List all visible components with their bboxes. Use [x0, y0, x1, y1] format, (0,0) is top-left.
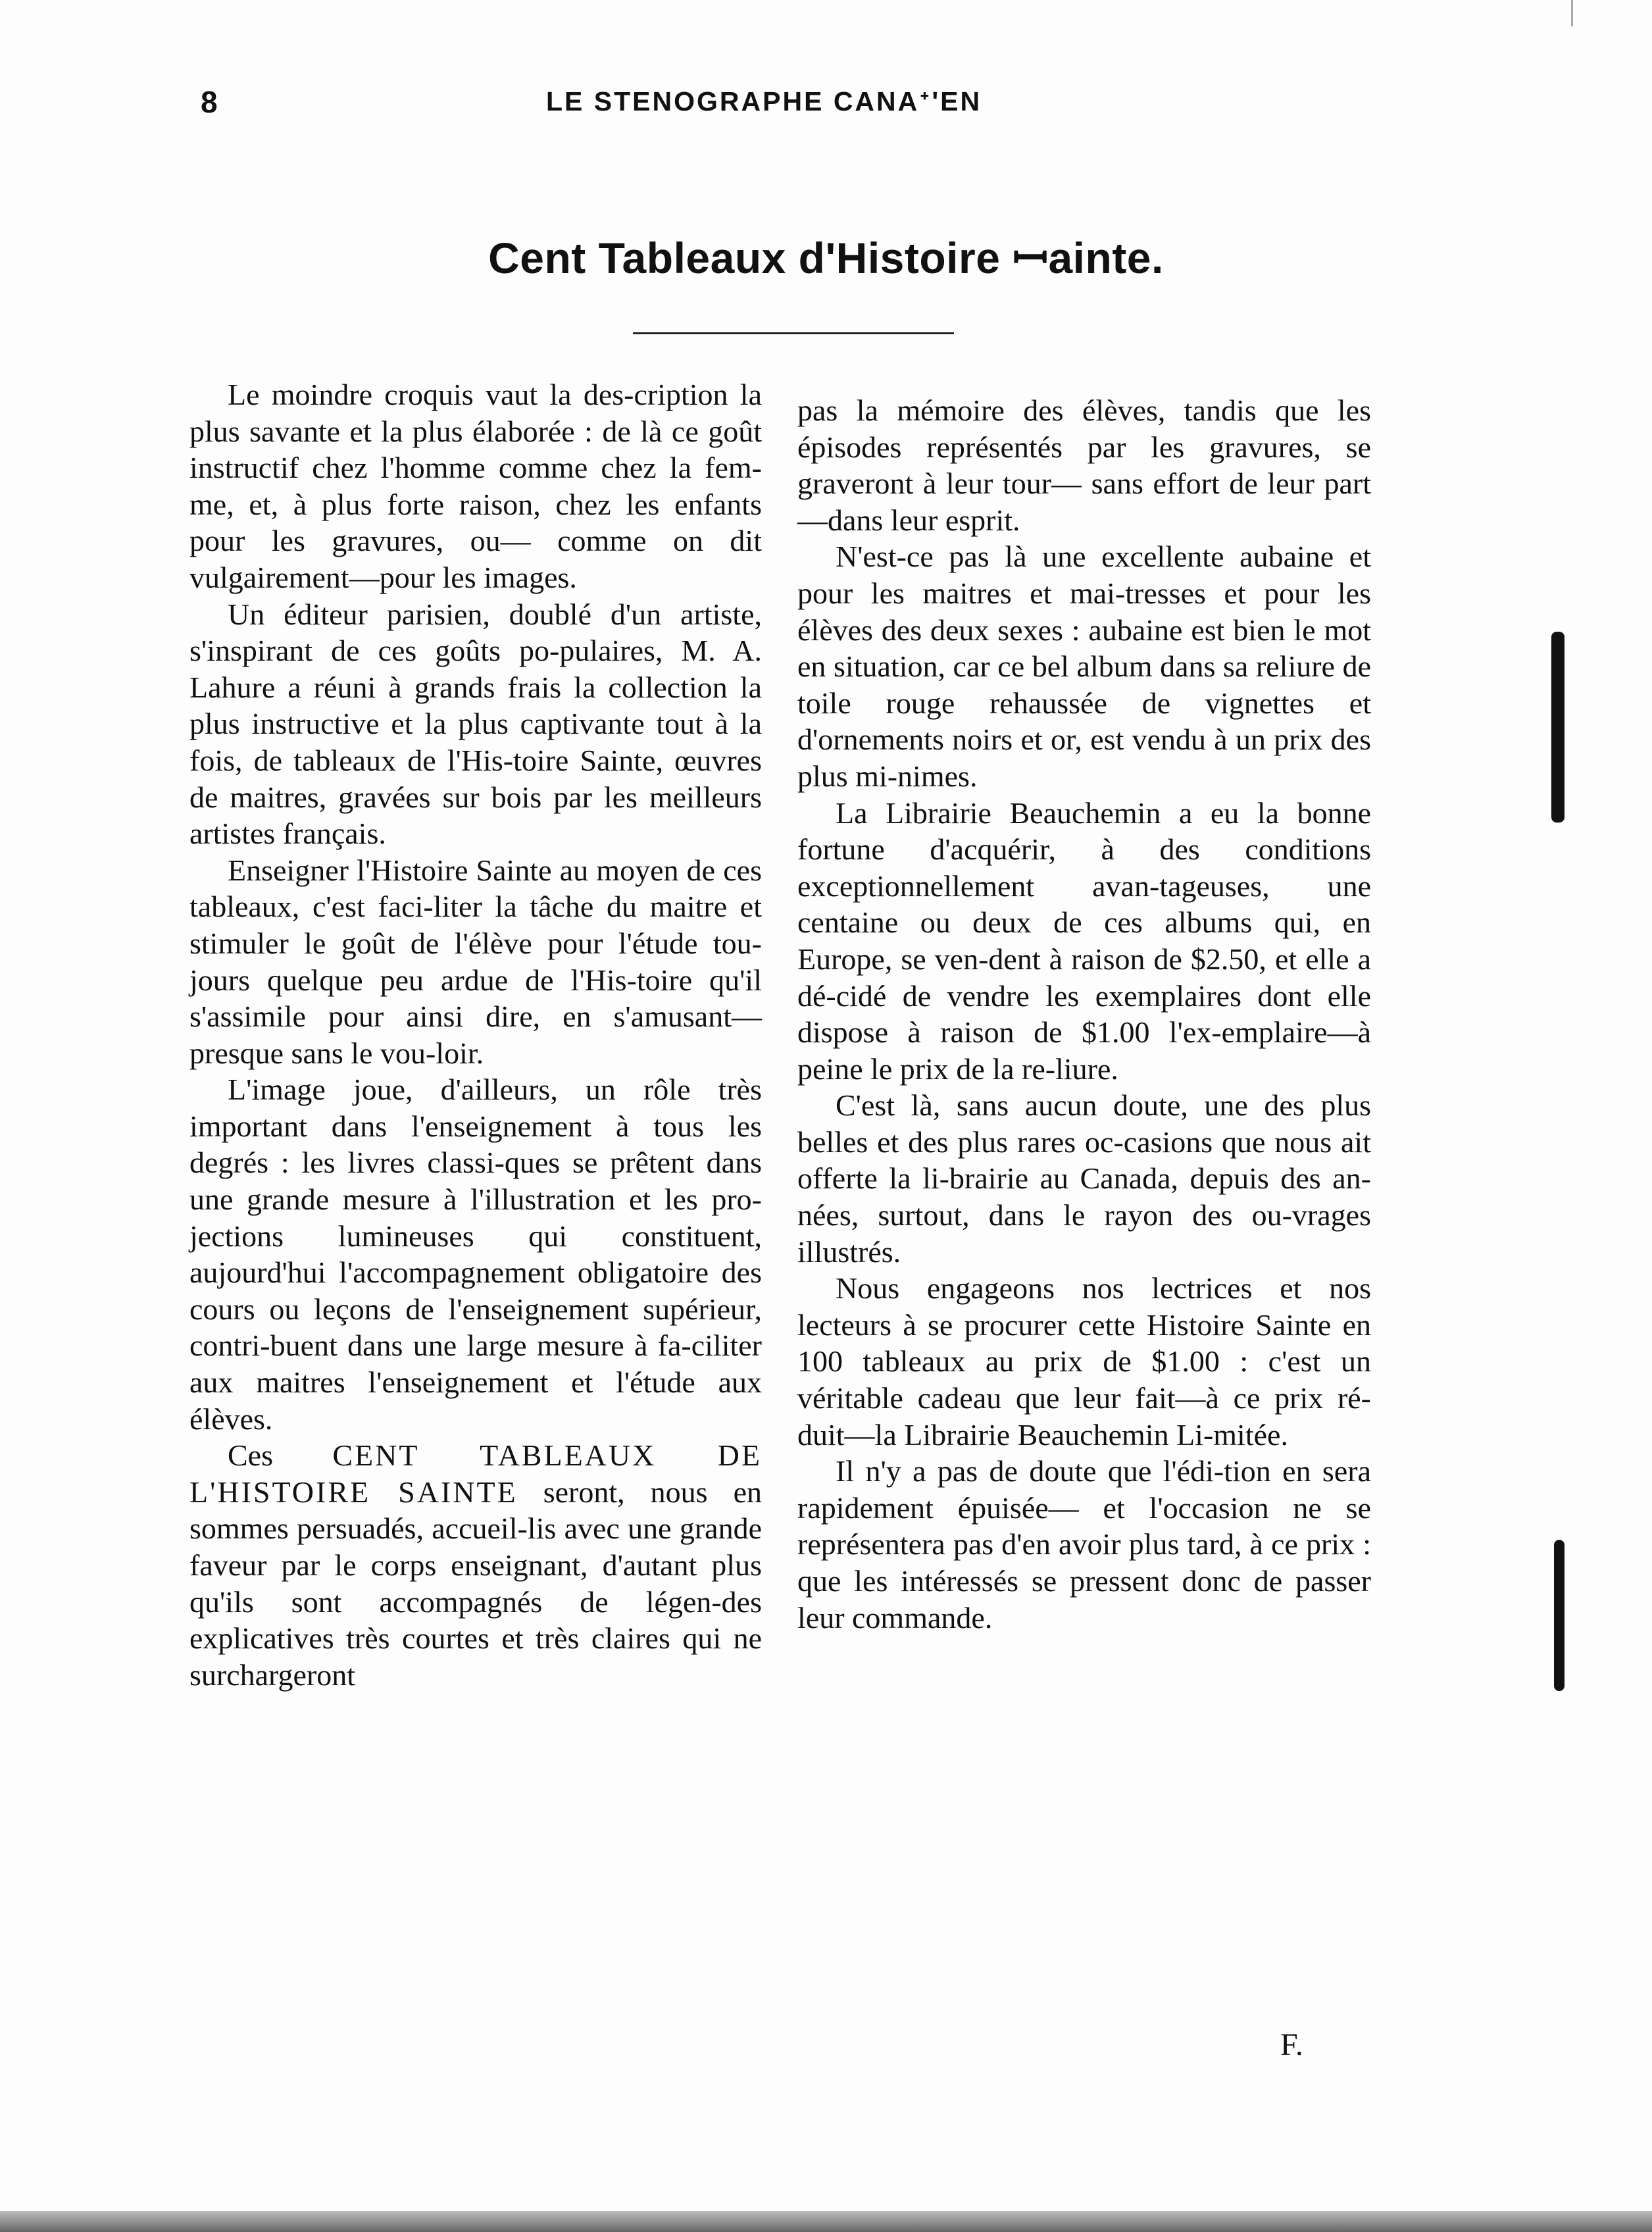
scan-margin-mark — [1554, 1540, 1564, 1691]
right-column — [797, 392, 1371, 1636]
paragraph: C'est là, sans aucun doute, une des plus belles et des plus rares oc-casions que nous ait offerte la li-brairie au Canada, depuis des an-nées, surtout, dans le rayon des ou-vrages illustrés. — [797, 1088, 1371, 1269]
article-title: Cent Tableaux d'Histoire ꟷainte. — [488, 234, 1164, 282]
paragraph — [189, 1437, 762, 1693]
paragraph-lead: Ces — [228, 1438, 333, 1473]
scan-margin-mark — [1551, 632, 1564, 823]
left-column — [189, 376, 762, 1693]
paragraph: La Librairie Beauchemin a eu la bonne fortune d'acquérir, à des conditions exceptionnellement avan-tageuses, une centaine ou deux de ces albums qui, en Europe, se ven-dent à raison de $2.50, et elle a dé-cidé de vendre les exemplaires dont elle dispose à raison de $1.00 l'ex-emplaire—à peine le prix de la re-liure. — [797, 796, 1371, 1086]
paragraph: Enseigner l'Histoire Sainte au moyen de ces tableaux, c'est faci-liter la tâche du maitre et stimuler le goût de l'élève pour l'étude tou-jours quelque peu ardue de l'His-toire qu'il s'assimile pour ainsi dire, en s'amusant—presque sans le vou-loir. — [189, 853, 762, 1070]
paragraph: Nous engageons nos lectrices et nos lecteurs à se procurer cette Histoire Sainte en 100 tableaux au prix de $1.00 : c'est un véritable cadeau que leur fait—à ce prix ré-duit—la Librairie Beauchemin Li-mitée. — [797, 1271, 1371, 1452]
running-head: LE STENOGRAPHE CANAᐩ'EN — [546, 86, 982, 116]
author-signature: F. — [1280, 2027, 1303, 2062]
title-divider — [633, 332, 954, 334]
paragraph: Le moindre croquis vaut la des-cription la plus savante et la plus élaborée : de là ce goût instructif chez l'homme comme chez la fem-me, et, à plus forte raison, chez les enfants pour les gravures, ou— comme on dit vulgairement—pour les images. — [189, 378, 762, 594]
page-number: 8 — [201, 85, 219, 119]
paragraph: Un éditeur parisien, doublé d'un artiste, s'inspirant de ces goûts po-pulaires, M. A. Lahure a réuni à grands frais la collection la plus instructive et la plus captivante tout à la fois, de tableaux de l'His-toire Sainte, œuvres de maitres, gravées sur bois par les meilleurs artistes français. — [189, 597, 762, 851]
paragraph: L'image joue, d'ailleurs, un rôle très important dans l'enseignement à tous les degrés : les livres classi-ques se prêtent dans une grande mesure à l'illustration et les pro-jections lumineuses qui constituent, aujourd'hui l'accompagnement obligatoire des cours ou leçons de l'enseignement supérieur, contri-buent dans une large mesure à fa-ciliter aux maitres l'enseignement et l'étude aux élèves. — [189, 1073, 762, 1436]
paragraph: pas la mémoire des élèves, tandis que les épisodes représentés par les gravures, se graveront à leur tour— sans effort de leur part—dans leur esprit. — [797, 393, 1371, 537]
scan-bottom-edge — [0, 2211, 1652, 2232]
book-title-smallcaps: CENT TABLEAUX DE L'HISTOIRE SAINTE — [189, 1438, 762, 1509]
paragraph-rest: seront, nous en sommes persuadés, accueil-lis avec une grande faveur par le corps enseignant, d'autant plus qu'ils sont accompagnés de légen-des explicatives très courtes et très claires qui ne surchargeront — [189, 1475, 762, 1692]
scan-edge-mark — [1571, 0, 1573, 26]
paragraph: N'est-ce pas là une excellente aubaine et pour les maitres et mai-tresses et pour les élèves des deux sexes : aubaine est bien le mot en situation, car ce bel album dans sa reliure de toile rouge rehaussée de vignettes et d'ornements noirs et or, est vendu à un prix des plus mi-nimes. — [797, 540, 1371, 793]
paragraph: Il n'y a pas de doute que l'édi-tion en sera rapidement épuisée— et l'occasion ne se représentera pas d'en avoir plus tard, à ce prix : que les intéressés se pressent donc de passer leur commande. — [797, 1454, 1371, 1635]
